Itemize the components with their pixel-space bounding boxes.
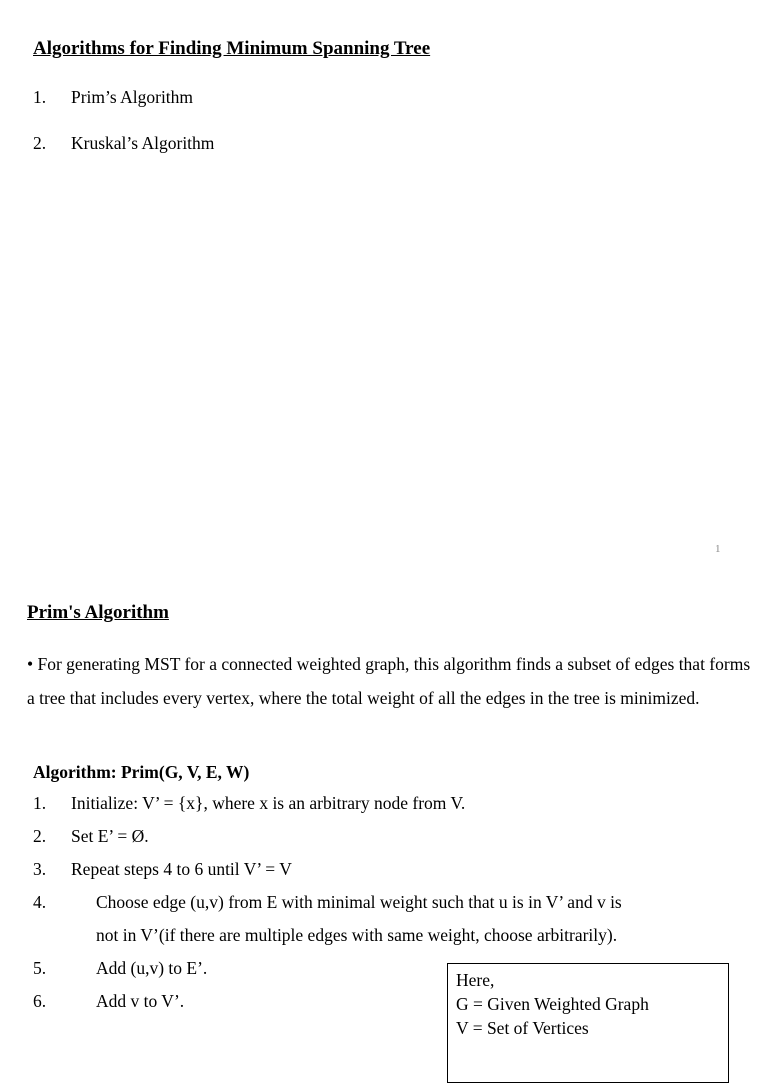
- list-item-number: 1.: [33, 87, 47, 107]
- section-title: Prim's Algorithm: [27, 602, 169, 623]
- step-text: Initialize: V’ = {x}, where x is an arbitrary node from V.: [71, 793, 466, 813]
- step-text: Add v to V’.: [96, 991, 185, 1011]
- list-item-text: Kruskal’s Algorithm: [71, 133, 215, 153]
- document-page-2: [0, 575, 768, 1038]
- step-number: 6.: [33, 991, 47, 1011]
- step-number: 3.: [33, 859, 47, 879]
- step-text: Add (u,v) to E’.: [96, 958, 208, 978]
- legend-line: G = Given Weighted Graph: [456, 994, 649, 1014]
- legend-line: Here,: [456, 970, 495, 990]
- step-text: Choose edge (u,v) from E with minimal weight such that u is in V’ and v is: [96, 892, 622, 912]
- step-number: 5.: [33, 958, 47, 978]
- step-continuation: not in V’(if there are multiple edges with same weight, choose arbitrarily).: [96, 925, 618, 945]
- list-item-text: Prim’s Algorithm: [71, 87, 194, 107]
- list-item-number: 2.: [33, 133, 47, 153]
- legend-box: [447, 963, 729, 1083]
- legend-line: V = Set of Vertices: [456, 1018, 589, 1038]
- step-number: 1.: [33, 793, 47, 813]
- page-title: Algorithms for Finding Minimum Spanning Tree: [33, 38, 431, 59]
- algorithm-heading: Algorithm: Prim(G, V, E, W): [33, 762, 250, 782]
- step-number: 2.: [33, 826, 47, 846]
- page-number: 1: [715, 543, 721, 555]
- step-text: Set E’ = Ø.: [71, 826, 149, 846]
- step-text: Repeat steps 4 to 6 until V’ = V: [71, 859, 292, 879]
- intro-paragraph: • For generating MST for a connected weighted graph, this algorithm finds a subset of edges that forms a tree that includes every vertex, where the total weight of all the edges in the tree is minimized.: [27, 654, 751, 708]
- step-number: 4.: [33, 892, 47, 912]
